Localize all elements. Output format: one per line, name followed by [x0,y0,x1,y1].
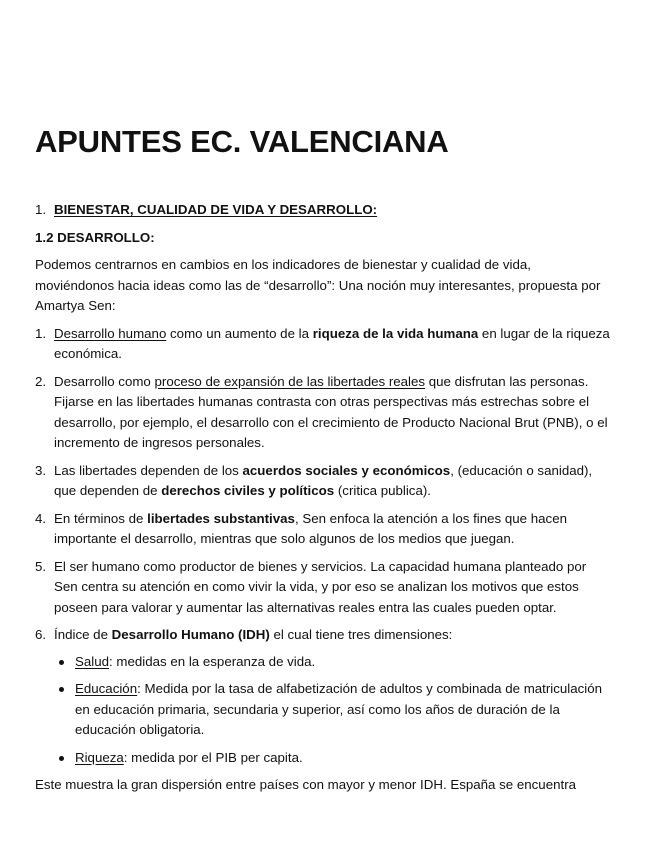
list-item-text: Desarrollo como [54,373,155,389]
list-item-2 [35,372,610,454]
closing-paragraph: Este muestra la gran dispersión entre países con mayor y menor IDH. España se encuentra [35,777,577,792]
list-item-text: (critica publica). [334,483,431,498]
section-heading-text: BIENESTAR, CUALIDAD DE VIDA Y DESARROLLO: [54,202,378,217]
dimension-text: : Medida por la tasa de alfabetización de adultos y combinada de matriculación en educación primaria, secundaria y superior, así como los años de duración de la educación obligatoria. [75,681,603,737]
section-number: 1. [35,202,47,217]
list-item-text: el cual tiene tres dimensiones: [269,627,453,642]
list-marker: 6. [35,627,47,642]
list-marker: 2. [35,373,47,389]
dimension-name: Riqueza [75,749,124,765]
list-item-6 [35,625,610,768]
list-item-bold: libertades substantivas [147,510,295,526]
list-item-text: El ser humano como productor de bienes y servicios. La capacidad humana planteado por Sen centra su atención en como vivir la vida, y por eso se analizan los motivos que estos poseen para valorar y aumentar las alternativas reales entra las cuales pueden optar. [54,558,587,615]
dimension-name: Educación [75,681,138,696]
list-item-text: , (educación o sanidad), que dependen de [54,462,593,498]
list-item-3 [35,461,610,502]
list-item-underlined: Desarrollo humano [54,325,167,341]
bullet-icon [59,756,64,761]
dimension-list [54,652,610,769]
list-item-4 [35,509,610,550]
list-item-text: , Sen enfoca la atención a los fines que hacen importante el desarrollo, mientras que solo algunos de los medios que juegan. [54,510,567,546]
list-item-bold: acuerdos sociales y económicos [242,462,451,478]
dimension-text: : medida por el PIB per capita. [123,749,303,765]
list-item-5 [35,557,610,619]
list-item-text: En términos de [54,510,148,526]
list-marker: 1. [35,325,47,341]
dimension-item-salud [54,652,610,673]
list-item-text: Índice de [54,627,112,642]
list-item-bold: Desarrollo Humano (IDH) [111,627,270,642]
bullet-icon [59,687,64,692]
document-title: APUNTES EC. VALENCIANA [35,124,449,159]
list-item-underlined: proceso de expansión de las libertades reales [154,373,426,389]
list-item-text: como un aumento de la [166,325,313,341]
document-body [35,200,610,796]
numbered-list [35,324,610,769]
bullet-icon [59,660,64,665]
list-item-1 [35,324,610,365]
list-item-text: Las libertades dependen de los [54,462,243,478]
list-item-bold: derechos civiles y políticos [161,483,335,498]
list-item-text: en lugar de la riqueza económica. [54,325,610,361]
subsection-heading: 1.2 DESARROLLO: [35,229,155,245]
dimension-name: Salud [75,653,110,669]
intro-paragraph: Podemos centrarnos en cambios en los indicadores de bienestar y cualidad de vida, moviéndonos hacia ideas como las de “desarrollo”: Una noción muy interesantes, propuesta por Amartya Sen: [35,257,601,313]
list-marker: 5. [35,558,47,574]
dimension-text: : medidas en la esperanza de vida. [109,653,316,669]
section-heading [35,200,610,221]
list-marker: 4. [35,510,47,526]
dimension-item-educacion [54,679,610,741]
list-item-bold: riqueza de la vida humana [312,325,479,341]
dimension-item-riqueza [54,748,610,769]
list-marker: 3. [35,462,47,478]
list-item-text: que disfrutan las personas. Fijarse en las libertades humanas contrasta con otras perspectivas más estrechas sobre el desarrollo, por ejemplo, el desarrollo con el crecimiento de Producto Nacional Brut (PNB), o el incremento de ingresos personales. [54,373,608,450]
